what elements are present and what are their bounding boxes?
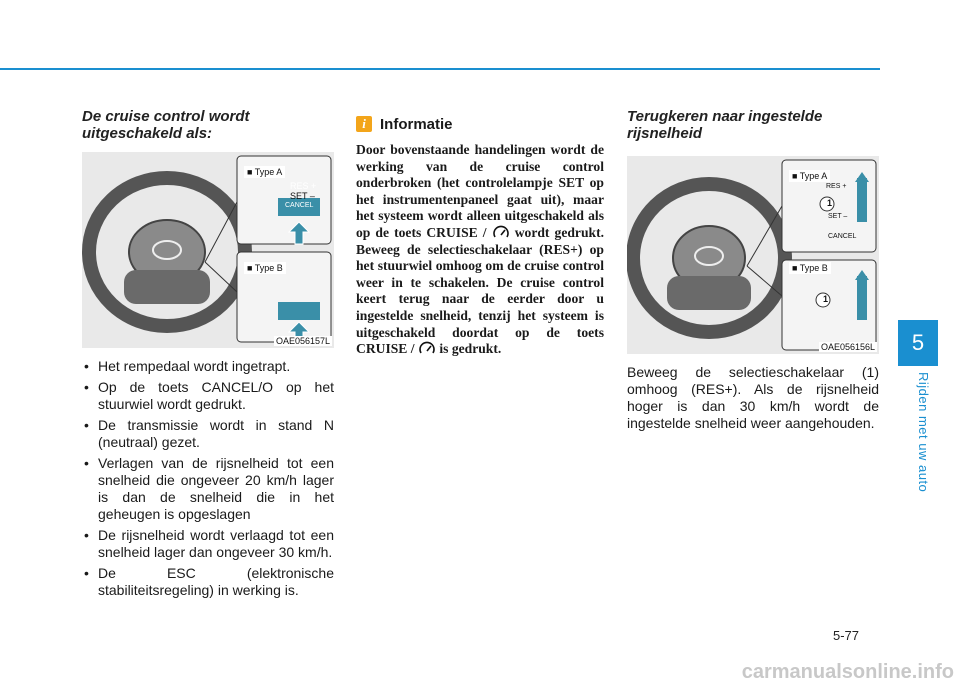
type-a-label: ■ Type A bbox=[789, 170, 830, 182]
list-item: • De ESC (elektronische stabiliteitsregeling) in werking is. bbox=[82, 565, 334, 599]
column-3 bbox=[627, 108, 879, 432]
chapter-tab: 5 bbox=[898, 320, 938, 366]
res-button-label: RES + bbox=[826, 183, 847, 190]
section-heading-resume: Terugkeren naar ingestelde rijsnelheid bbox=[627, 108, 823, 142]
chapter-title: Rijden met uw auto bbox=[916, 372, 931, 493]
header-rule bbox=[0, 68, 880, 70]
cancel-button-label: CANCEL bbox=[285, 202, 314, 209]
type-b-label: ■ Type B bbox=[244, 262, 286, 274]
cancel-button-label: CANCEL bbox=[828, 233, 857, 240]
column-1 bbox=[82, 108, 334, 603]
section-heading-cancel: De cruise control wordt uitgeschakeld als: bbox=[82, 108, 250, 142]
figure-code: OAE056157L bbox=[275, 336, 330, 346]
set-button-label: SET – bbox=[290, 191, 315, 201]
page-number: 5-77 bbox=[833, 628, 860, 643]
info-text-part1: Door bovenstaande handelingen wordt de werking van de cruise control onderbroken (het controlelampje SET op het instrumentenpaneel gaat uit), maar het systeem wordt alleen uitgeschakeld als op de toets CRUISE / bbox=[356, 142, 604, 240]
info-icon: i bbox=[356, 116, 372, 132]
list-item: • Het rempedaal wordt ingetrapt. bbox=[82, 358, 334, 375]
watermark: carmanualsonline.info bbox=[741, 661, 954, 683]
cruise-icon bbox=[492, 225, 510, 239]
list-item: • De rijsnelheid wordt verlaagd tot een snelheid lager dan ongeveer 30 km/h. bbox=[82, 527, 334, 561]
type-b-label: ■ Type B bbox=[789, 262, 831, 274]
figure-steering-resume bbox=[627, 156, 879, 354]
info-body bbox=[356, 142, 604, 358]
info-title: Informatie bbox=[380, 115, 453, 133]
list-item: • De transmissie wordt in stand N (neutraal) gezet. bbox=[82, 417, 334, 451]
list-item: • Op de toets CANCEL/O op het stuurwiel wordt gedrukt. bbox=[82, 379, 334, 413]
info-text-part3: is gedrukt. bbox=[439, 341, 502, 357]
cancel-conditions-list bbox=[82, 358, 334, 599]
figure-code: OAE056156L bbox=[820, 342, 875, 352]
cruise-icon bbox=[418, 341, 436, 355]
column-2 bbox=[356, 114, 604, 358]
resume-paragraph: Beweeg de selectieschakelaar (1) omhoog (RES+). Als de rijsnelheid hoger is dan 30 km/h wordt de ingestelde snelheid weer aangehouden. bbox=[627, 364, 879, 431]
list-item: • Verlagen van de rijsnelheid tot een snelheid die ongeveer 20 km/h lager is dan de snelheid die in het geheugen is opgeslagen bbox=[82, 455, 334, 523]
marker-1: 1 bbox=[827, 198, 833, 208]
type-a-label: ■ Type A bbox=[244, 166, 285, 178]
set-button-label: SET – bbox=[828, 213, 848, 220]
info-header bbox=[356, 114, 604, 134]
info-text-part2: wordt gedrukt. Beweeg de selectieschakelaar (RES+) op het stuurwiel omhoog om de cruise control weer in te schakelen. De cruise control keert terug naar de eerder door u ingestelde snelheid, tenzij het systeem is uitgeschakeld doordat op de toets CRUISE / bbox=[356, 224, 604, 357]
figure-steering-cancel bbox=[82, 152, 334, 348]
marker-1: 1 bbox=[823, 294, 829, 304]
res-button-label: RES + bbox=[290, 181, 317, 191]
